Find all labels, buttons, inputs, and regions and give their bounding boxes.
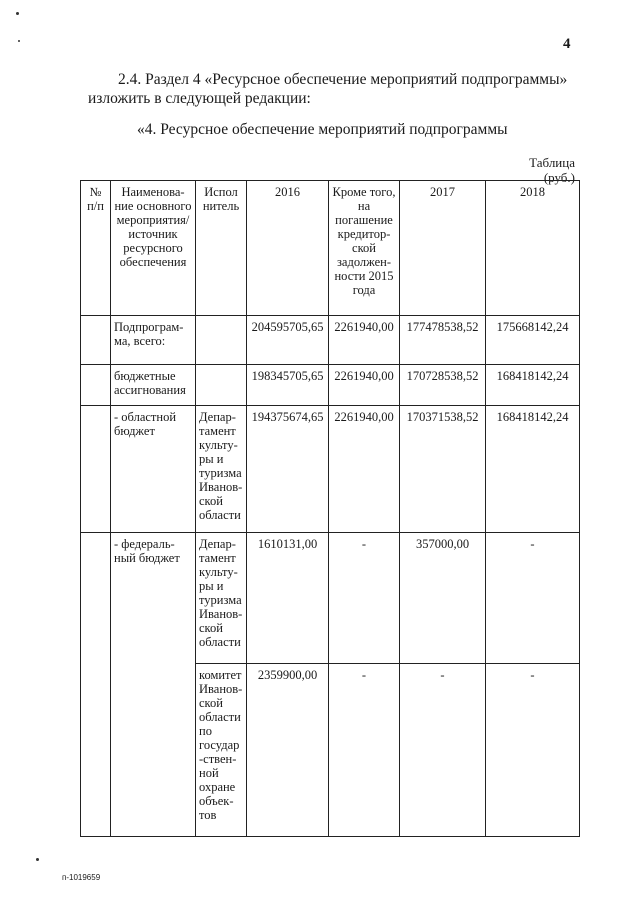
cell-2018: 175668142,24 xyxy=(486,316,580,365)
cell-name: - федераль-ный бюджет xyxy=(111,533,196,837)
cell-2018: 168418142,24 xyxy=(486,406,580,533)
cell-num xyxy=(81,533,111,837)
cell-name: - областной бюджет xyxy=(111,406,196,533)
cell-2016: 2359900,00 xyxy=(247,664,329,837)
cell-num xyxy=(81,365,111,406)
table-row xyxy=(81,365,580,406)
cell-2016: 194375674,65 xyxy=(247,406,329,533)
scan-speck xyxy=(18,40,20,42)
cell-2017: 357000,00 xyxy=(400,533,486,664)
cell-2016: 198345705,65 xyxy=(247,365,329,406)
cell-debt: 2261940,00 xyxy=(329,406,400,533)
table-row xyxy=(81,316,580,365)
page-number: 4 xyxy=(563,36,571,52)
intro-line-1: 2.4. Раздел 4 «Ресурсное обеспечение мероприятий подпрограммы» xyxy=(118,71,568,88)
cell-debt: 2261940,00 xyxy=(329,365,400,406)
header-debt-2015: Кроме того, на погашение кредитор-ской задолжен-ности 2015 года xyxy=(329,181,400,316)
scan-speck xyxy=(16,12,19,15)
cell-debt: - xyxy=(329,664,400,837)
header-2016: 2016 xyxy=(247,181,329,316)
cell-2017: 170728538,52 xyxy=(400,365,486,406)
resource-table xyxy=(80,180,580,837)
cell-num xyxy=(81,316,111,365)
cell-2017: - xyxy=(400,664,486,837)
cell-2018: 168418142,24 xyxy=(486,365,580,406)
header-2018: 2018 xyxy=(486,181,580,316)
header-2017: 2017 xyxy=(400,181,486,316)
cell-executor xyxy=(196,365,247,406)
cell-2018: - xyxy=(486,533,580,664)
cell-executor: Депар-тамент культу-ры и туризма Иванов-ской области xyxy=(196,533,247,664)
cell-executor: Депар-тамент культу-ры и туризма Иванов-ской области xyxy=(196,406,247,533)
cell-executor: комитет Иванов-ской области по государ-ствен-ной охране объек-тов xyxy=(196,664,247,837)
cell-num xyxy=(81,406,111,533)
section-heading: «4. Ресурсное обеспечение мероприятий подпрограммы xyxy=(137,121,508,138)
cell-2016: 204595705,65 xyxy=(247,316,329,365)
cell-2017: 170371538,52 xyxy=(400,406,486,533)
header-num: № п/п xyxy=(81,181,111,316)
header-executor: Испол нитель xyxy=(196,181,247,316)
cell-2016: 1610131,00 xyxy=(247,533,329,664)
cell-2018: - xyxy=(486,664,580,837)
scan-speck xyxy=(36,858,39,861)
table-row xyxy=(81,406,580,533)
cell-2017: 177478538,52 xyxy=(400,316,486,365)
table-caption-label: Таблица xyxy=(529,155,575,170)
intro-line-2: изложить в следующей редакции: xyxy=(88,90,311,107)
cell-name: Подпрограм-ма, всего: xyxy=(111,316,196,365)
cell-executor xyxy=(196,316,247,365)
intro-paragraph xyxy=(88,70,608,108)
table-caption-unit: (руб.) xyxy=(543,170,575,185)
cell-name: бюджетные ассигнования xyxy=(111,365,196,406)
header-name: Наименова-ние основного мероприятия/ источник ресурсного обеспечения xyxy=(111,181,196,316)
table-row xyxy=(81,533,580,664)
cell-debt: 2261940,00 xyxy=(329,316,400,365)
footer-code: п-1019659 xyxy=(62,873,101,882)
table-header-row xyxy=(81,181,580,316)
cell-debt: - xyxy=(329,533,400,664)
